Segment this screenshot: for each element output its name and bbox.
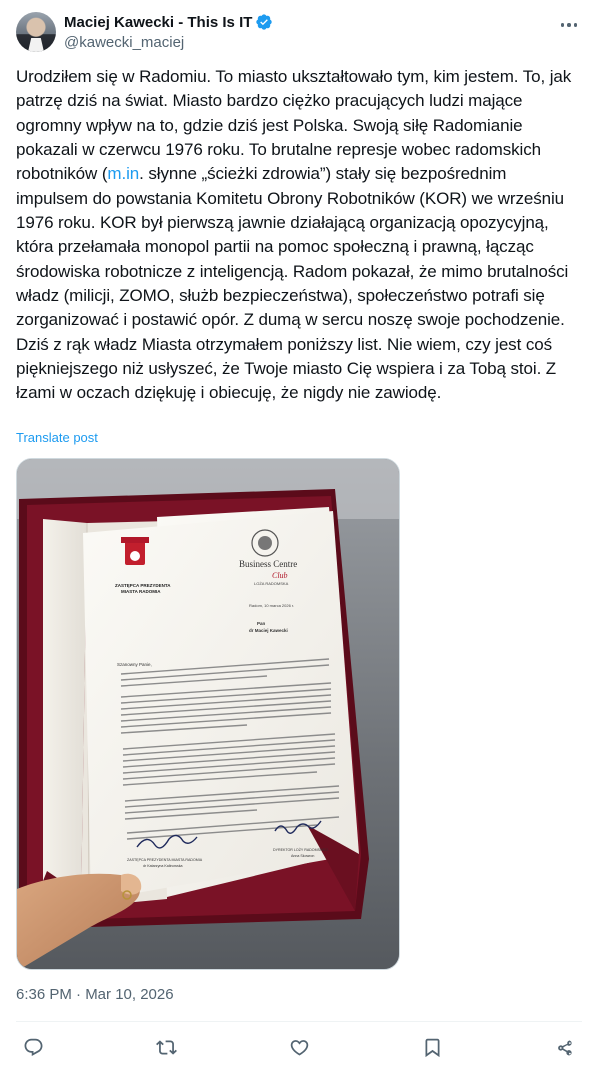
post-header	[16, 12, 582, 56]
repost-button[interactable]	[149, 1030, 183, 1064]
post-timestamp[interactable]: 6:36 PM · Mar 10, 2026	[16, 986, 174, 1003]
letter-bcc-line2: Club	[272, 571, 288, 580]
bookmark-icon	[422, 1037, 443, 1058]
letter-salutation: Szanowny Panie,	[117, 662, 152, 667]
author-display-name[interactable]: Maciej Kawecki - This Is IT	[64, 13, 253, 31]
letter-sig-right-role: DYREKTOR LOŻY RADOMSKIEJ	[273, 848, 328, 852]
letter-sig-left-role: ZASTĘPCA PREZYDENTA MIASTA RADOMIA	[127, 858, 203, 862]
verified-badge-icon	[255, 13, 273, 31]
letter-photo	[17, 459, 400, 970]
letter-recipient-2: dr Maciej Kawecki	[249, 628, 288, 633]
author-name-row[interactable]	[64, 13, 273, 31]
author-handle[interactable]: @kawecki_maciej	[64, 34, 185, 51]
share-icon	[555, 1037, 576, 1058]
letter-left-title-1: ZASTĘPCA PREZYDENTA	[115, 583, 171, 588]
repost-icon	[156, 1037, 177, 1058]
like-button[interactable]	[282, 1030, 316, 1064]
action-bar	[16, 1030, 582, 1064]
letter-sig-right-name: Anna Skowron	[291, 854, 315, 858]
reply-button[interactable]	[16, 1030, 50, 1064]
letter-recipient-1: Pan	[257, 621, 266, 626]
bookmark-button[interactable]	[415, 1030, 449, 1064]
post-text	[16, 65, 582, 406]
more-icon[interactable]	[558, 16, 580, 34]
share-button[interactable]	[548, 1030, 582, 1064]
letter-bcc-line1: Business Centre	[239, 559, 298, 569]
post-link[interactable]: m.in	[107, 164, 140, 184]
reply-icon	[23, 1037, 44, 1058]
like-icon	[289, 1037, 310, 1058]
translate-post-link[interactable]: Translate post	[16, 430, 98, 445]
post-text-part-1: Urodziłem się w Radomiu. To miasto ukształtowało tym, kim jestem. To, jak patrzę dziś na świat. Miasto bardzo ciężko pracujących ludzi mające ogromny wpływ na to, gdzie dziś jest Polska. Swoją siłę Radomianie pokazali w czerwcu 1976 roku. To brutalne represje wobec radomskich robotników (	[16, 67, 576, 184]
post-image[interactable]	[16, 458, 400, 970]
letter-bcc-sub: LOŻA RADOMSKA	[254, 581, 289, 586]
letter-sig-left-name: dr Katarzyna Kalinowska	[143, 864, 183, 868]
letter-date: Radom, 10 marca 2026 r.	[249, 603, 295, 608]
divider	[16, 1021, 582, 1022]
letter-left-title-2: MIASTA RADOMIA	[121, 589, 161, 594]
post-text-part-2: . słynne „ścieżki zdrowia”) stały się bezpośrednim impulsem do powstania Komitetu Obrony Robotników (KOR) we wrześniu 1976 roku. KOR był pierwszą jawnie działającą organizacją opozycyjną, która przełamała monopol partii na pomoc społeczną i prawną, łącząc środowiska robotnicze z inteligencją. Radom pokazał, że mimo brutalności władz (milicji, ZOMO, służb bezpieczeństwa), społeczeństwo potrafi się zorganizować i postawić opór. Z dumą w sercu noszę swoje pochodzenie. Dziś z rąk władz Miasta otrzymałem poniższy list. Nie wiem, czy jest coś piękniejszego niż usłyszeć, że Twoje miasto Cię wspiera i za Tobą stoi. Z łzami w oczach dziękuję i obiecuję, że nigdy nie zawiodę.	[16, 164, 573, 403]
avatar[interactable]	[16, 12, 56, 52]
